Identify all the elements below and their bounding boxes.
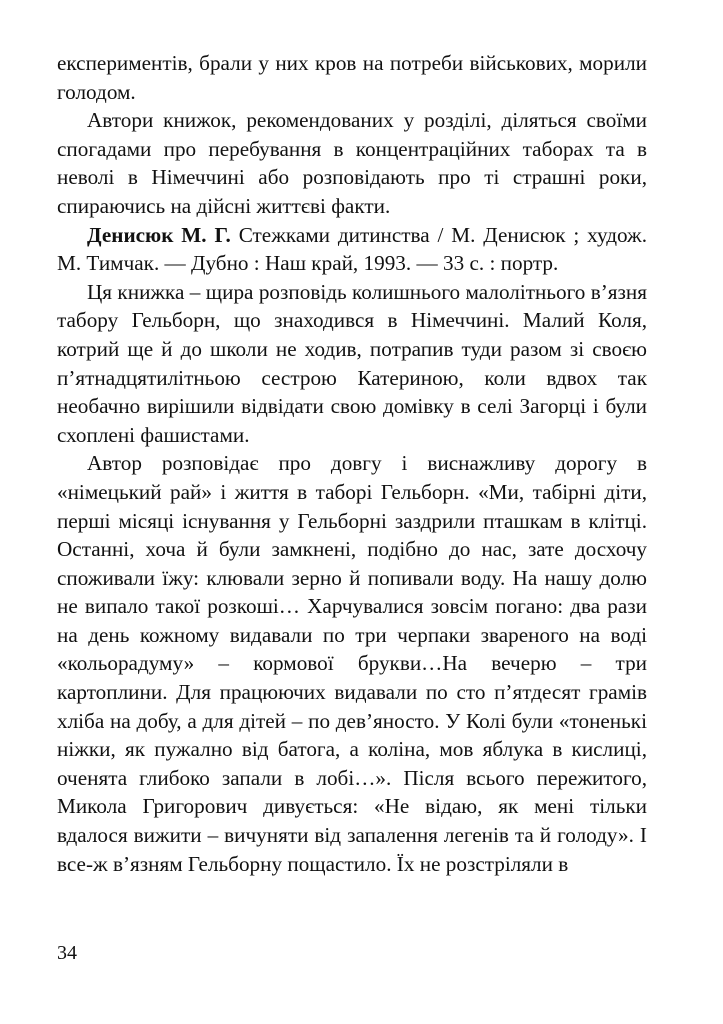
paragraph-annotation: Ця книжка – щира розповідь колишнього малолітнього в’язня табору Гельборн, що знаходився в Німеччині. Малий Коля, котрий ще й до школи не ходив, потрапив туди разом зі своєю п’ятнадцятилітньою сестрою Катериною, коли вдвох так необачно вирішили відвідати свою домівку в селі Загорці і були схоплені фашистами.: [57, 279, 647, 447]
paragraph-continuation: експериментів, брали у них кров на потреби військових, морили голодом.: [57, 51, 647, 104]
paragraph-intro: Автори книжок, рекомендованих у розділі, діляться своїми спогадами про перебування в концентраційних таборах та в неволі в Німеччині або розповідають про ті страшні роки, спираючись на дійсні життєві факти.: [57, 108, 647, 218]
entry-author: Денисюк М. Г.: [87, 222, 231, 247]
bibliographic-entry: [57, 221, 647, 278]
entry-citation: Стежками дитинства / М. Денисюк ; худож. М. Тимчак. — Дубно : Наш край, 1993. — 33 с. : портр.: [57, 222, 647, 276]
page-number: 34: [57, 942, 77, 964]
paragraph-quote: Автор розповідає про довгу і виснажливу дорогу в «німецький рай» і життя в таборі Гельборн. «Ми, табірні діти, перші місяці існування у Гельборні заздрили пташкам в клітці. Останні, хоча й були замкнені, подібно до нас, зате досхочу споживали їжу: клювали зерно й попивали воду. На нашу долю не випало такої розкоші… Харчувалися зовсім погано: два рази на день кожному видавали по три черпаки звареного на воді «кольорадуму» – кормової брукви…На вечерю – три картоплини. Для працюючих видавали по сто п’ятдесят грамів хліба на добу, а для дітей – по дев’яносто. У Колі були «тоненькі ніжки, як пужално від батога, а коліна, мов яблука в кислиці, оченята глибоко запали в лобі…». Після всього пережитого, Микола Григорович дивується: «Не відаю, як мені тільки вдалося вижити – вичуняти від запалення легенів та й голоду». І все-ж в’язням Гельборну пощастило. Їх не розстріляли в: [57, 451, 647, 876]
body-text: [57, 49, 647, 878]
